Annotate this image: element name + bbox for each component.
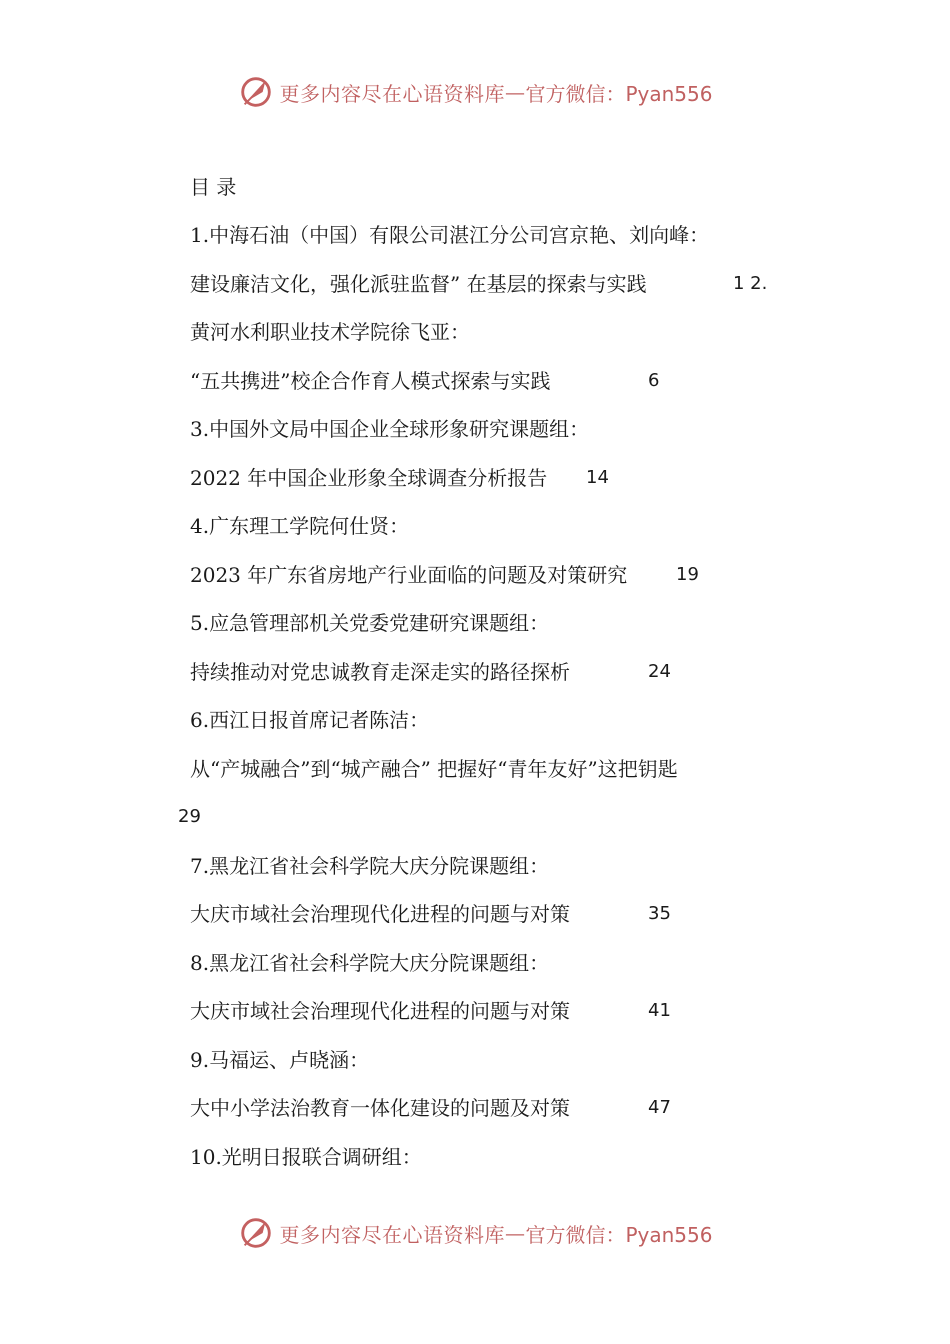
watermark-separator: —: [504, 1221, 526, 1245]
toc-title: 目 录: [190, 175, 237, 199]
toc-entry-text: 4.广东理工学院何仕贤：: [190, 514, 410, 538]
quill-logo-icon: [237, 73, 275, 111]
watermark-brand: 更多内容尽在心语资料库: [279, 81, 505, 106]
toc-entry-text: 黄河水利职业技术学院徐飞亚：: [190, 320, 470, 344]
quill-logo-icon: [237, 1214, 275, 1252]
toc-entry-text: 大庆市域社会治理现代化进程的问题与对策: [190, 902, 570, 926]
toc-entry-text: 持续推动对党忠诚教育走深走实的路径探析: [190, 659, 570, 684]
toc-entry-page-number: 47: [648, 1097, 671, 1118]
toc-entry-page-number: 14: [586, 466, 609, 488]
toc-entry-page-number: 35: [648, 903, 671, 924]
toc-entry-text: 6.西江日报首席记者陈洁：: [190, 708, 430, 732]
toc-entry-text: “五共携进”校企合作育人模式探索与实践: [190, 368, 551, 393]
watermark-brand: 更多内容尽在心语资料库: [279, 1222, 505, 1247]
watermark-banner-top: [0, 70, 950, 114]
toc-entry-page-number: 6: [648, 369, 660, 391]
toc-entry-text: 建设廉洁文化，强化派驻监督” 在基层的探索与实践: [190, 271, 647, 296]
toc-entry-page-number: 19: [676, 563, 699, 585]
toc-entry-text: 3.中国外文局中国企业全球形象研究课题组：: [190, 417, 590, 441]
toc-entry-text: 5.应急管理部机关党委党建研究课题组：: [190, 611, 550, 635]
watermark-separator: —: [504, 80, 526, 104]
toc-entry-page-number: 29: [178, 806, 201, 827]
toc-entry-text: 2022 年中国企业形象全球调查分析报告: [190, 465, 548, 490]
watermark-wechat: 官方微信：Pyan556: [525, 1222, 713, 1247]
toc-entry-text: 2023 年广东省房地产行业面临的问题及对策研究: [190, 562, 628, 587]
toc-entry-text: 9.马福运、卢晓涵：: [190, 1047, 370, 1072]
toc-entry-text: 10.光明日报联合调研组：: [190, 1144, 422, 1169]
toc-entry-text: 8.黑龙江省社会科学院大庆分院课题组：: [190, 950, 550, 975]
toc-entry-text: 大中小学法治教育一体化建设的问题及对策: [190, 1096, 570, 1120]
toc-entry-text: 大庆市域社会治理现代化进程的问题与对策: [190, 999, 570, 1023]
toc-entry-page-number: 24: [648, 660, 671, 682]
watermark-wechat: 官方微信：Pyan556: [525, 81, 713, 106]
toc-entry-text: 1.中海石油（中国）有限公司湛江分公司宫京艳、刘向峰：: [190, 223, 710, 247]
toc-entry-page-number: 1 2.: [733, 272, 768, 294]
toc-entry-page-number: 41: [648, 1000, 671, 1021]
toc-entry-text: 7.黑龙江省社会科学院大庆分院课题组：: [190, 853, 550, 878]
toc-entry-text: 从“产城融合”到“城产融合” 把握好“青年友好”这把钥匙: [190, 756, 678, 781]
watermark-banner-bottom: [0, 1211, 950, 1255]
